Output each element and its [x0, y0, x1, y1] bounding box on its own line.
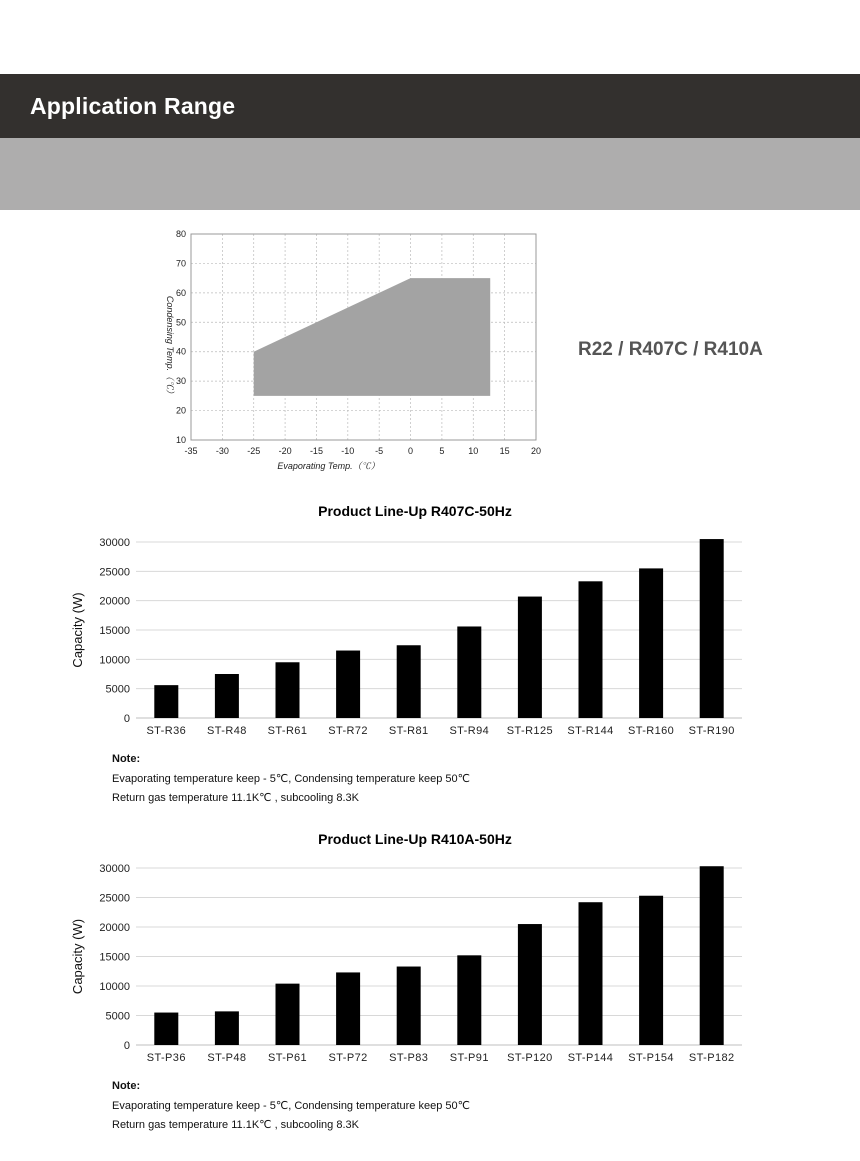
- x-tick-label: -15: [309, 446, 323, 456]
- x-tick-label: 20: [530, 446, 542, 456]
- x-tick-label: ST-R61: [267, 725, 308, 737]
- bar: [215, 1011, 239, 1045]
- x-tick-label: 5: [439, 446, 445, 456]
- chart-title-r407c: Product Line-Up R407C-50Hz: [318, 503, 512, 519]
- x-tick-label: ST-P61: [267, 1052, 308, 1064]
- y-tick-label: 30: [175, 376, 186, 387]
- x-tick-label: ST-P83: [389, 1052, 429, 1064]
- note-line: Evaporating temperature keep - 5℃, Condensing temperature keep 50℃: [112, 1100, 470, 1112]
- y-tick-label: 5000: [105, 683, 130, 696]
- bar: [457, 955, 481, 1045]
- x-tick-label: ST-P154: [628, 1052, 674, 1064]
- x-tick-label: ST-P36: [146, 1052, 186, 1064]
- y-tick-label: 10000: [99, 654, 130, 667]
- note-line: Return gas temperature 11.1K℃ , subcooling 8.3K: [112, 792, 359, 804]
- x-tick-label: ST-R36: [146, 725, 187, 737]
- y-axis-label: Capacity (W): [70, 592, 85, 668]
- x-tick-label: ST-P182: [688, 1052, 735, 1064]
- refrigerants-label: R22 / R407C / R410A: [578, 339, 763, 360]
- x-tick-label: ST-R48: [207, 725, 247, 737]
- y-tick-label: 15000: [99, 951, 130, 964]
- note-label: Note:: [112, 753, 141, 765]
- y-axis-label: Condensing Temp.（℃）: [165, 295, 175, 399]
- chart-title-r410a: Product Line-Up R410A-50Hz: [318, 831, 512, 847]
- y-tick-label: 5000: [105, 1010, 130, 1023]
- bar: [700, 866, 724, 1045]
- y-tick-label: 20000: [99, 922, 130, 934]
- y-tick-label: 60: [175, 287, 186, 298]
- y-tick-label: 50: [175, 317, 186, 328]
- x-tick-label: -20: [278, 446, 292, 456]
- x-tick-label: ST-P144: [567, 1052, 614, 1064]
- bar: [397, 967, 421, 1045]
- bar: [276, 984, 300, 1045]
- x-tick-label: -25: [247, 446, 261, 456]
- x-tick-label: ST-P120: [507, 1052, 553, 1064]
- y-tick-label: 30000: [99, 863, 130, 875]
- note-line: Evaporating temperature keep - 5℃, Condensing temperature keep 50℃: [112, 773, 470, 785]
- y-tick-label: 70: [175, 258, 186, 269]
- bar: [639, 896, 663, 1045]
- x-tick-label: 0: [408, 446, 414, 456]
- y-tick-label: 40: [175, 346, 186, 357]
- x-tick-label: ST-P91: [449, 1052, 489, 1064]
- y-tick-label: 30000: [99, 537, 130, 549]
- note-label: Note:: [112, 1080, 141, 1092]
- note-block-r410a: [112, 1080, 470, 1137]
- bar: [154, 1013, 178, 1045]
- x-tick-label: ST-R125: [506, 725, 554, 737]
- x-tick-label: 10: [468, 446, 479, 456]
- x-axis-label: Evaporating Temp.（℃）: [277, 461, 380, 471]
- x-tick-label: -10: [341, 446, 355, 456]
- y-tick-label: 25000: [99, 566, 130, 579]
- x-tick-label: ST-R94: [449, 725, 490, 737]
- x-tick-label: -35: [184, 446, 198, 456]
- y-axis-label: Capacity (W): [70, 918, 85, 995]
- bar: [336, 972, 360, 1045]
- bar: [518, 924, 542, 1045]
- bar: [579, 902, 603, 1045]
- x-tick-label: ST-R160: [627, 725, 675, 737]
- x-tick-label: 15: [499, 446, 510, 456]
- x-tick-label: -5: [375, 446, 384, 456]
- y-tick-label: 15000: [99, 625, 130, 637]
- y-tick-label: 10000: [99, 981, 130, 993]
- x-tick-label: ST-R190: [688, 725, 735, 737]
- note-line: Return gas temperature 11.1K℃ , subcooling 8.3K: [112, 1119, 359, 1131]
- y-tick-label: 80: [175, 229, 186, 239]
- y-tick-label: 0: [123, 713, 130, 725]
- y-tick-label: 10: [175, 435, 186, 445]
- x-tick-label: ST-P72: [328, 1052, 368, 1064]
- x-tick-label: ST-R144: [567, 725, 614, 737]
- y-tick-label: 0: [123, 1040, 130, 1052]
- x-tick-label: ST-P48: [207, 1052, 247, 1064]
- y-tick-label: 20000: [99, 595, 130, 608]
- x-tick-label: ST-R72: [328, 725, 368, 737]
- page-title: Application Range: [30, 93, 236, 119]
- y-tick-label: 25000: [99, 892, 130, 905]
- x-tick-label: -30: [215, 446, 229, 456]
- y-tick-label: 20: [175, 405, 186, 416]
- x-tick-label: ST-R81: [388, 725, 429, 737]
